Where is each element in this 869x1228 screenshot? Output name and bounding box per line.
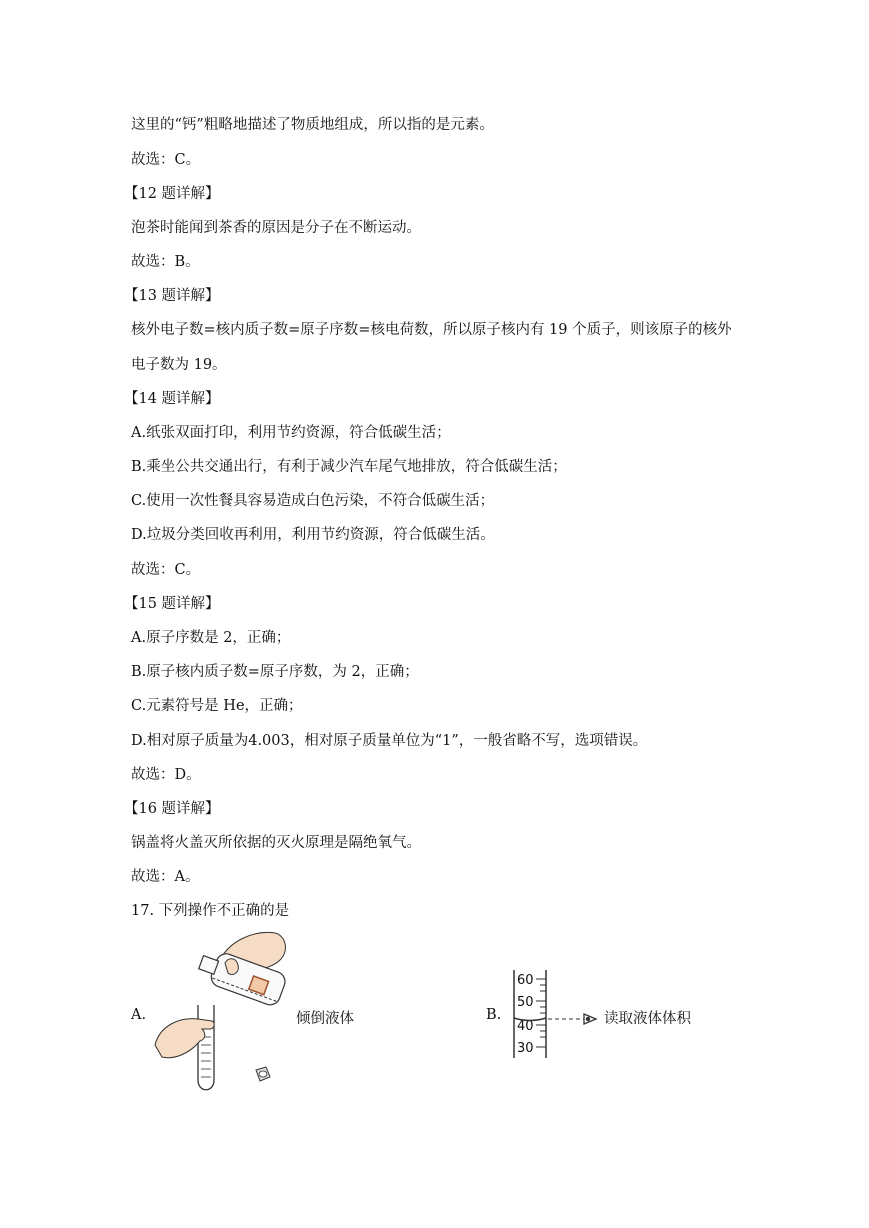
- scale-label-50: 50: [517, 995, 534, 1010]
- scale-label-40: 40: [517, 1019, 534, 1034]
- text-line-17: 锅盖将火盖灭所依据的灭火原理是隔绝氧气。: [131, 835, 421, 851]
- text-line-7: A.纸张双面打印，利用节约资源，符合低碳生活；: [131, 425, 451, 441]
- graduated-cylinder-illustration: [506, 968, 606, 1063]
- option-b-letter: B.: [486, 1007, 502, 1023]
- text-line-15: D.相对原子质量为4.003，相对原子质量单位为“1”，一般省略不写，选项错误。: [131, 733, 648, 749]
- text-line-5: 核外电子数=核内质子数=原子序数=核电荷数，所以原子核内有 19 个质子，则该原子的核外: [131, 322, 732, 338]
- text-line-14: C.元素符号是 He，正确；: [131, 698, 303, 714]
- text-line-3: 泡茶时能闻到茶香的原因是分子在不断运动。: [131, 220, 421, 236]
- text-line-4: 故选：B。: [131, 254, 200, 270]
- section-header-12: 【12 题详解】: [124, 186, 220, 202]
- text-line-18: 故选：A。: [131, 869, 200, 885]
- scale-label-60: 60: [517, 973, 534, 988]
- text-line-2: 故选：C。: [131, 152, 201, 168]
- section-header-14: 【14 题详解】: [124, 391, 220, 407]
- text-line-10: D.垃圾分类回收再利用，利用节约资源，符合低碳生活。: [131, 527, 495, 543]
- pouring-liquid-illustration: [150, 925, 290, 1095]
- text-line-12: A.原子序数是 2，正确；: [131, 630, 291, 646]
- section-header-16: 【16 题详解】: [124, 801, 220, 817]
- text-line-6: 电子数为 19。: [131, 357, 227, 373]
- text-line-1: 这里的“钙”粗略地描述了物质地组成，所以指的是元素。: [131, 117, 494, 133]
- text-line-8: B.乘坐公共交通出行，有利于减少汽车尾气地排放，符合低碳生活；: [131, 459, 567, 475]
- option-a-caption: 倾倒液体: [296, 1011, 354, 1027]
- option-b-caption: 读取液体体积: [604, 1011, 691, 1027]
- text-line-9: C.使用一次性餐具容易造成白色污染，不符合低碳生活；: [131, 493, 495, 509]
- option-a-letter: A.: [131, 1007, 147, 1023]
- text-line-16: 故选：D。: [131, 767, 201, 783]
- section-header-13: 【13 题详解】: [124, 288, 220, 304]
- section-header-15: 【15 题详解】: [124, 596, 220, 612]
- scale-label-30: 30: [517, 1041, 534, 1056]
- question-17-stem: 17. 下列操作不正确的是: [131, 903, 290, 919]
- text-line-11: 故选：C。: [131, 562, 201, 578]
- text-line-13: B.原子核内质子数=原子序数，为 2，正确；: [131, 664, 419, 680]
